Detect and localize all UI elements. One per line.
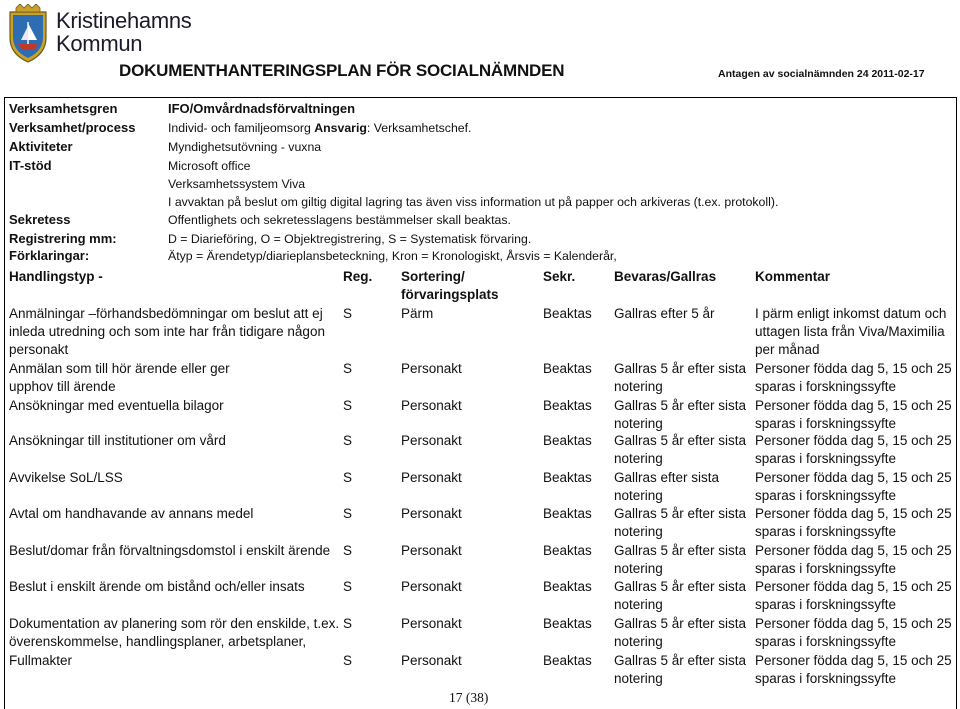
row-7-reg-line: S — [343, 543, 353, 558]
row-6-sortering-line: Personakt — [401, 506, 462, 521]
row-9-handlingstyp-line: Dokumentation av planering som rör den enskilde, t.ex. — [9, 616, 340, 631]
row-7-sortering — [401, 542, 462, 560]
row-2-sortering — [401, 360, 462, 378]
row-4-sortering — [401, 432, 462, 450]
row-4-kommentar — [755, 432, 952, 468]
row-5-kommentar-line: sparas i forskningssyfte — [755, 488, 897, 503]
row-6-bevaras-gallras — [614, 505, 746, 541]
row-7-sekr — [543, 542, 592, 560]
row-8-sekr-line: Beaktas — [543, 579, 592, 594]
row-6-bevaras-gallras-line: Gallras 5 år efter sista — [614, 506, 747, 521]
row-10-bevaras-gallras-line: Gallras 5 år efter sista — [614, 653, 747, 668]
row-4-sekr-line: Beaktas — [543, 433, 592, 448]
row-2-bevaras-gallras — [614, 360, 746, 396]
row-3-sekr-line: Beaktas — [543, 398, 592, 413]
verksamhet-value-a: Individ- och familjeomsorg — [168, 121, 315, 135]
row-6-reg-line: S — [343, 506, 353, 521]
header-sekr: Sekr. — [543, 269, 576, 284]
row-4-bevaras-gallras-line: notering — [614, 451, 663, 466]
row-3-bevaras-gallras-line: Gallras 5 år efter sista — [614, 398, 747, 413]
row-2-handlingstyp-line: upphov till ärende — [9, 379, 116, 394]
row-1-reg-line: S — [343, 306, 353, 321]
row-6-reg — [343, 505, 352, 523]
row-1-handlingstyp-line: Anmälningar –förhandsbedömningar om beslut att ej — [9, 306, 323, 321]
row-3-sortering — [401, 397, 462, 415]
row-9-bevaras-gallras-line: Gallras 5 år efter sista — [614, 616, 747, 631]
row-4-kommentar-line: Personer födda dag 5, 15 och 25 — [755, 433, 952, 448]
row-2-kommentar-line: sparas i forskningssyfte — [755, 379, 897, 394]
row-4-bevaras-gallras-line: Gallras 5 år efter sista — [614, 433, 747, 448]
row-1-bevaras-gallras — [614, 305, 715, 323]
header-handlingstyp: Handlingstyp - — [9, 269, 103, 284]
row-10-handlingstyp-line: Fullmakter — [9, 653, 73, 668]
row-6-kommentar — [755, 505, 952, 541]
row-4-sortering-line: Personakt — [401, 433, 462, 448]
row-2-reg — [343, 360, 352, 378]
row-2-handlingstyp — [9, 360, 230, 396]
row-8-kommentar — [755, 578, 952, 614]
row-1-handlingstyp-line: inleda utredning och som inte har från tidigare någon — [9, 324, 325, 339]
sekretess-value: Offentlighets och sekretesslagens bestämmelser skall beaktas. — [168, 213, 511, 227]
verksamhet-value-c: : Verksamhetschef. — [366, 121, 472, 135]
row-1-handlingstyp-line: personakt — [9, 342, 69, 357]
row-2-reg-line: S — [343, 361, 353, 376]
row-1-bevaras-gallras-line: Gallras efter 5 år — [614, 306, 715, 321]
row-7-sekr-line: Beaktas — [543, 543, 592, 558]
aktiviteter-label: Aktiviteter — [9, 139, 73, 154]
row-5-kommentar-line: Personer födda dag 5, 15 och 25 — [755, 470, 952, 485]
verksamhet-value — [168, 120, 471, 136]
aktiviteter-value: Myndighetsutövning - vuxna — [168, 140, 322, 154]
row-10-kommentar-line: sparas i forskningssyfte — [755, 671, 897, 686]
forklaringar-label: Förklaringar: — [9, 248, 90, 263]
header-sortering — [401, 268, 499, 304]
row-4-reg — [343, 432, 352, 450]
document-title: DOKUMENTHANTERINGSPLAN FÖR SOCIALNÄMNDEN — [119, 61, 565, 80]
row-8-reg — [343, 578, 352, 596]
adopted-date: Antagen av socialnämnden 24 2011-02-17 — [718, 68, 925, 80]
row-6-bevaras-gallras-line: notering — [614, 524, 663, 539]
registrering-value: D = Diarieföring, O = Objektregistrering, S = Systematisk förvaring. — [168, 232, 532, 246]
row-3-kommentar-line: sparas i forskningssyfte — [755, 416, 897, 431]
row-7-bevaras-gallras-line: Gallras 5 år efter sista — [614, 543, 747, 558]
row-7-kommentar — [755, 542, 952, 578]
row-3-kommentar-line: Personer födda dag 5, 15 och 25 — [755, 398, 952, 413]
row-7-sortering-line: Personakt — [401, 543, 462, 558]
row-8-bevaras-gallras-line: Gallras 5 år efter sista — [614, 579, 747, 594]
row-3-bevaras-gallras — [614, 397, 746, 433]
row-10-bevaras-gallras — [614, 652, 746, 688]
row-10-sekr — [543, 652, 592, 670]
header-sortering-line1: Sortering/ — [401, 269, 465, 284]
org-name-line2: Kommun — [56, 31, 143, 56]
row-1-kommentar — [755, 305, 946, 359]
row-6-sortering — [401, 505, 462, 523]
row-10-bevaras-gallras-line: notering — [614, 671, 663, 686]
row-9-kommentar — [755, 615, 952, 651]
row-3-reg-line: S — [343, 398, 353, 413]
header-bevaras: Bevaras/Gallras — [614, 269, 717, 284]
itstod-value-2: Verksamhetssystem Viva — [168, 177, 306, 191]
row-5-sekr-line: Beaktas — [543, 470, 592, 485]
municipal-coat-of-arms-icon — [6, 4, 50, 64]
row-10-kommentar — [755, 652, 952, 688]
row-9-kommentar-line: sparas i forskningssyfte — [755, 634, 897, 649]
row-10-reg — [343, 652, 352, 670]
row-1-sekr — [543, 305, 592, 323]
row-10-kommentar-line: Personer födda dag 5, 15 och 25 — [755, 653, 952, 668]
row-8-sortering — [401, 578, 462, 596]
row-2-bevaras-gallras-line: notering — [614, 379, 663, 394]
row-5-handlingstyp-line: Avvikelse SoL/LSS — [9, 470, 123, 485]
header-kommentar: Kommentar — [755, 269, 831, 284]
row-5-reg-line: S — [343, 470, 353, 485]
row-9-handlingstyp-line: överenskommelse, handlingsplaner, arbetsplaner, — [9, 634, 307, 649]
row-5-bevaras-gallras — [614, 469, 719, 505]
row-7-bevaras-gallras — [614, 542, 746, 578]
row-9-sekr-line: Beaktas — [543, 616, 592, 631]
verksamhetsgren-value: IFO/Omvårdnadsförvaltningen — [168, 101, 356, 116]
row-2-bevaras-gallras-line: Gallras 5 år efter sista — [614, 361, 747, 376]
itstod-value-3: I avvaktan på beslut om giltig digital lagring tas även viss information ut på papper och arkiveras (t.ex. protokoll). — [168, 195, 779, 209]
row-8-handlingstyp-line: Beslut i enskilt ärende om bistånd och/eller insats — [9, 579, 305, 594]
row-3-handlingstyp-line: Ansökningar med eventuella bilagor — [9, 398, 224, 413]
itstod-value-1: Microsoft office — [168, 159, 251, 173]
row-4-bevaras-gallras — [614, 432, 746, 468]
row-9-sortering-line: Personakt — [401, 616, 462, 631]
row-6-handlingstyp-line: Avtal om handhavande av annans medel — [9, 506, 254, 521]
row-3-sekr — [543, 397, 592, 415]
row-5-kommentar — [755, 469, 952, 505]
row-3-reg — [343, 397, 352, 415]
row-3-handlingstyp — [9, 397, 224, 415]
verksamhet-label: Verksamhet/process — [9, 120, 136, 135]
row-9-kommentar-line: Personer födda dag 5, 15 och 25 — [755, 616, 952, 631]
row-8-bevaras-gallras — [614, 578, 746, 614]
row-9-sortering — [401, 615, 462, 633]
row-9-sekr — [543, 615, 592, 633]
row-6-handlingstyp — [9, 505, 253, 523]
row-4-handlingstyp — [9, 432, 226, 450]
row-6-kommentar-line: Personer födda dag 5, 15 och 25 — [755, 506, 952, 521]
row-2-kommentar — [755, 360, 952, 396]
row-1-sortering-line: Pärm — [401, 306, 434, 321]
row-2-kommentar-line: Personer födda dag 5, 15 och 25 — [755, 361, 952, 376]
header-reg: Reg. — [343, 269, 373, 284]
row-2-handlingstyp-line: Anmälan som till hör ärende eller ger — [9, 361, 230, 376]
row-2-sekr — [543, 360, 592, 378]
row-10-handlingstyp — [9, 652, 72, 670]
row-7-bevaras-gallras-line: notering — [614, 561, 663, 576]
row-8-bevaras-gallras-line: notering — [614, 597, 663, 612]
row-5-sortering — [401, 469, 462, 487]
row-8-kommentar-line: Personer födda dag 5, 15 och 25 — [755, 579, 952, 594]
row-7-kommentar-line: Personer födda dag 5, 15 och 25 — [755, 543, 952, 558]
row-9-reg — [343, 615, 352, 633]
row-1-handlingstyp — [9, 305, 325, 359]
row-5-bevaras-gallras-line: notering — [614, 488, 663, 503]
row-5-sekr — [543, 469, 592, 487]
row-10-reg-line: S — [343, 653, 353, 668]
row-4-handlingstyp-line: Ansökningar till institutioner om vård — [9, 433, 226, 448]
row-5-bevaras-gallras-line: Gallras efter sista — [614, 470, 720, 485]
row-1-reg — [343, 305, 352, 323]
row-9-handlingstyp — [9, 615, 339, 651]
row-10-sortering — [401, 652, 462, 670]
row-8-handlingstyp — [9, 578, 305, 596]
row-10-sekr-line: Beaktas — [543, 653, 592, 668]
row-1-kommentar-line: I pärm enligt inkomst datum och — [755, 306, 947, 321]
row-4-sekr — [543, 432, 592, 450]
row-1-kommentar-line: per månad — [755, 342, 820, 357]
row-7-handlingstyp-line: Beslut/domar från förvaltningsdomstol i enskilt ärende — [9, 543, 331, 558]
row-9-bevaras-gallras — [614, 615, 746, 651]
row-3-kommentar — [755, 397, 952, 433]
row-4-kommentar-line: sparas i forskningssyfte — [755, 451, 897, 466]
org-name-line1: Kristinehamns — [56, 8, 192, 33]
registrering-label: Registrering mm: — [9, 231, 117, 246]
page-number: 17 (38) — [449, 690, 489, 705]
verksamhetsgren-label: Verksamhetsgren — [9, 101, 118, 116]
ansvarig-label: Ansvarig — [314, 121, 367, 135]
row-1-sekr-line: Beaktas — [543, 306, 592, 321]
row-9-reg-line: S — [343, 616, 353, 631]
row-10-sortering-line: Personakt — [401, 653, 462, 668]
organization-name — [56, 9, 192, 55]
row-7-handlingstyp — [9, 542, 330, 560]
row-5-sortering-line: Personakt — [401, 470, 462, 485]
itstod-label: IT-stöd — [9, 158, 52, 173]
row-6-kommentar-line: sparas i forskningssyfte — [755, 524, 897, 539]
row-7-kommentar-line: sparas i forskningssyfte — [755, 561, 897, 576]
row-1-sortering — [401, 305, 433, 323]
row-4-reg-line: S — [343, 433, 353, 448]
row-2-sortering-line: Personakt — [401, 361, 462, 376]
row-1-kommentar-line: uttagen lista från Viva/Maximilia — [755, 324, 945, 339]
row-7-reg — [343, 542, 352, 560]
row-9-bevaras-gallras-line: notering — [614, 634, 663, 649]
row-8-sekr — [543, 578, 592, 596]
row-8-reg-line: S — [343, 579, 353, 594]
row-5-reg — [343, 469, 352, 487]
row-8-sortering-line: Personakt — [401, 579, 462, 594]
row-6-sekr-line: Beaktas — [543, 506, 592, 521]
sekretess-label: Sekretess — [9, 212, 71, 227]
forklaringar-value: Ätyp = Ärendetyp/diarieplansbeteckning, Kron = Kronologiskt, Årsvis = Kalenderår, — [168, 249, 617, 263]
row-8-kommentar-line: sparas i forskningssyfte — [755, 597, 897, 612]
row-6-sekr — [543, 505, 592, 523]
row-3-sortering-line: Personakt — [401, 398, 462, 413]
row-2-sekr-line: Beaktas — [543, 361, 592, 376]
header-sortering-line2: förvaringsplats — [401, 287, 499, 302]
row-3-bevaras-gallras-line: notering — [614, 416, 663, 431]
row-5-handlingstyp — [9, 469, 123, 487]
